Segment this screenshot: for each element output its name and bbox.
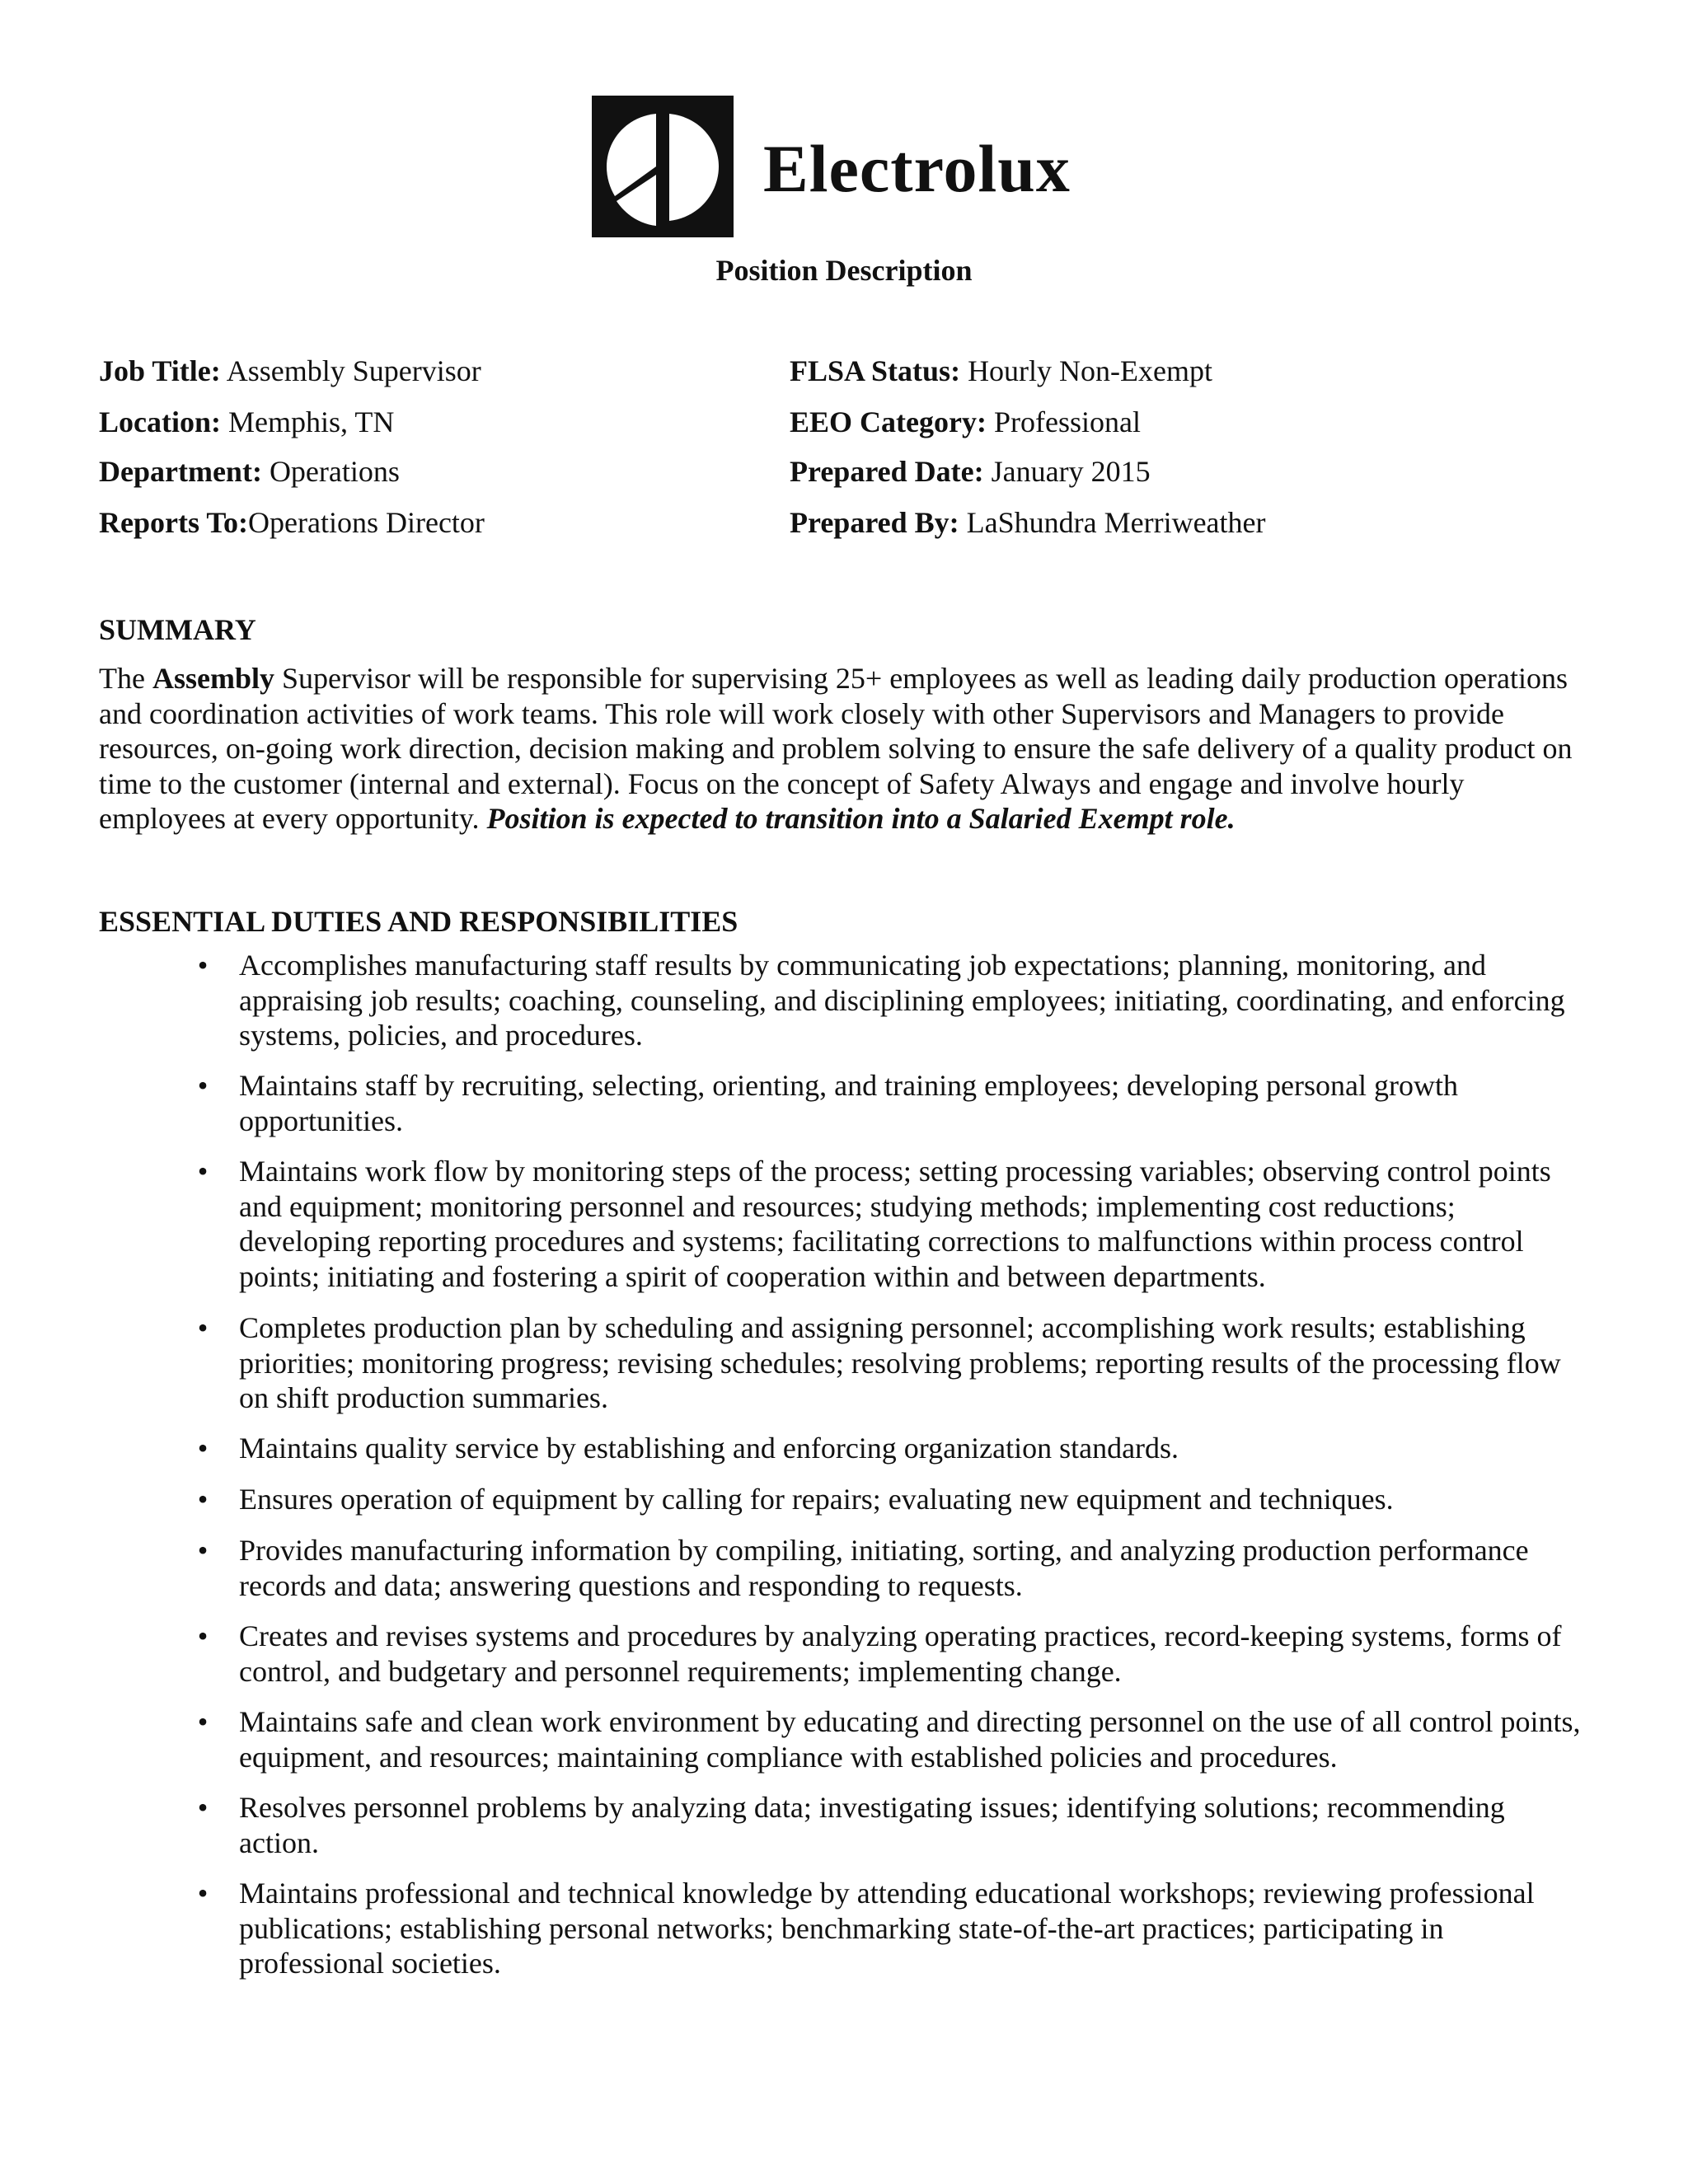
electrolux-logo [592,96,1086,237]
prepared-date-label: Prepared Date: [790,455,984,488]
job-title-value: Assembly Supervisor [226,354,481,387]
location-line [99,404,394,440]
summary-body: Supervisor will be responsible for supervising 25+ employees as well as leading daily production operations and coordination activities of work teams. This role will work closely with other Supervisors and Managers to provide resources, on-going work direction, decision making and problem solving to ensure the safe delivery of a quality product on time to the customer (internal and external). Focus on the concept of Safety Always and engage and involve hourly employees at every opportunity. [99,662,1573,835]
flsa-status-value: Hourly Non-Exempt [968,354,1213,387]
reports-to-line [99,504,485,541]
reports-to-label: Reports To: [99,506,249,539]
duties-heading: ESSENTIAL DUTIES AND RESPONSIBILITIES [99,905,738,938]
summary-lead: The [99,662,152,695]
electrolux-logo-icon [592,96,734,237]
duty-text: Resolves personnel problems by analyzing data; investigating issues; identifying solutions; recommending action. [239,1791,1505,1859]
document-title: Position Description [715,254,973,287]
prepared-date-value: January 2015 [991,455,1151,488]
eeo-category-value: Professional [993,405,1141,438]
duty-text: Maintains work flow by monitoring steps of the process; setting processing variables; observing control points and equipment; monitoring personnel and resources; studying methods; implementing cost reductions; developing reporting procedures and systems; facilitating corrections to malfunctions within process control points; initiating and fostering a spirit of cooperation within and between departments. [239,1155,1551,1293]
department-value: Operations [269,455,400,488]
department-label: Department: [99,455,262,488]
duty-text: Maintains safe and clean work environment by educating and directing personnel on the use of all control points, equipment, and resources; maintaining compliance with established policies and procedures. [239,1705,1581,1774]
summary-bold-word: Assembly [152,662,274,695]
bullet-icon: • [197,1432,209,1465]
duty-text: Completes production plan by scheduling and assigning personnel; accomplishing work results; establishing priorities; monitoring progress; revising schedules; resolving problems; reporting results of the processing flow on shift production summaries. [239,1311,1561,1414]
bullet-icon: • [197,949,209,982]
bullet-icon: • [197,1069,209,1102]
duty-text: Maintains professional and technical knowledge by attending educational workshops; reviewing professional publications; establishing personal networks; benchmarking state-of-the-art practices; participating in professional societies. [239,1877,1535,1980]
duty-text: Maintains staff by recruiting, selecting, orienting, and training employees; developing personal growth opportunities. [239,1069,1458,1137]
prepared-by-label: Prepared By: [790,506,959,539]
duty-text: Provides manufacturing information by compiling, initiating, sorting, and analyzing production performance records and data; answering questions and responding to requests. [239,1534,1529,1602]
duty-text: Creates and revises systems and procedures by analyzing operating practices, record-keeping systems, forms of control, and budgetary and personnel requirements; implementing change. [239,1619,1562,1688]
bullet-icon: • [197,1619,209,1652]
reports-to-value: Operations Director [248,506,485,539]
location-label: Location: [99,405,221,438]
bullet-icon: • [197,1877,209,1910]
bullet-icon: • [197,1534,209,1567]
flsa-status-label: FLSA Status: [790,354,961,387]
prepared-by-value: LaShundra Merriweather [966,506,1266,539]
bullet-icon: • [197,1791,209,1824]
bullet-icon: • [197,1483,209,1516]
bullet-icon: • [197,1705,209,1738]
bullet-icon: • [197,1311,209,1344]
summary-heading: SUMMARY [99,613,256,646]
eeo-category-line [790,404,1141,440]
summary-emphasis: Position is expected to transition into a Salaried Exempt role. [486,802,1236,835]
department-line [99,453,400,490]
duty-text: Maintains quality service by establishing and enforcing organization standards. [239,1432,1179,1465]
eeo-category-label: EEO Category: [790,405,987,438]
prepared-by-line [790,504,1266,541]
job-title-label: Job Title: [99,354,221,387]
job-title-line [99,353,481,389]
duty-text: Accomplishes manufacturing staff results by communicating job expectations; planning, monitoring, and appraising job results; coaching, counseling, and disciplining employees; initiating, coordinating, and enforcing systems, policies, and procedures. [239,949,1565,1052]
prepared-date-line [790,453,1151,490]
bullet-icon: • [197,1155,209,1188]
summary-paragraph [99,661,1574,837]
duty-text: Ensures operation of equipment by calling for repairs; evaluating new equipment and techniques. [239,1483,1394,1516]
location-value: Memphis, TN [228,405,395,438]
flsa-status-line [790,353,1212,389]
brand-wordmark: Electrolux [763,131,1071,206]
